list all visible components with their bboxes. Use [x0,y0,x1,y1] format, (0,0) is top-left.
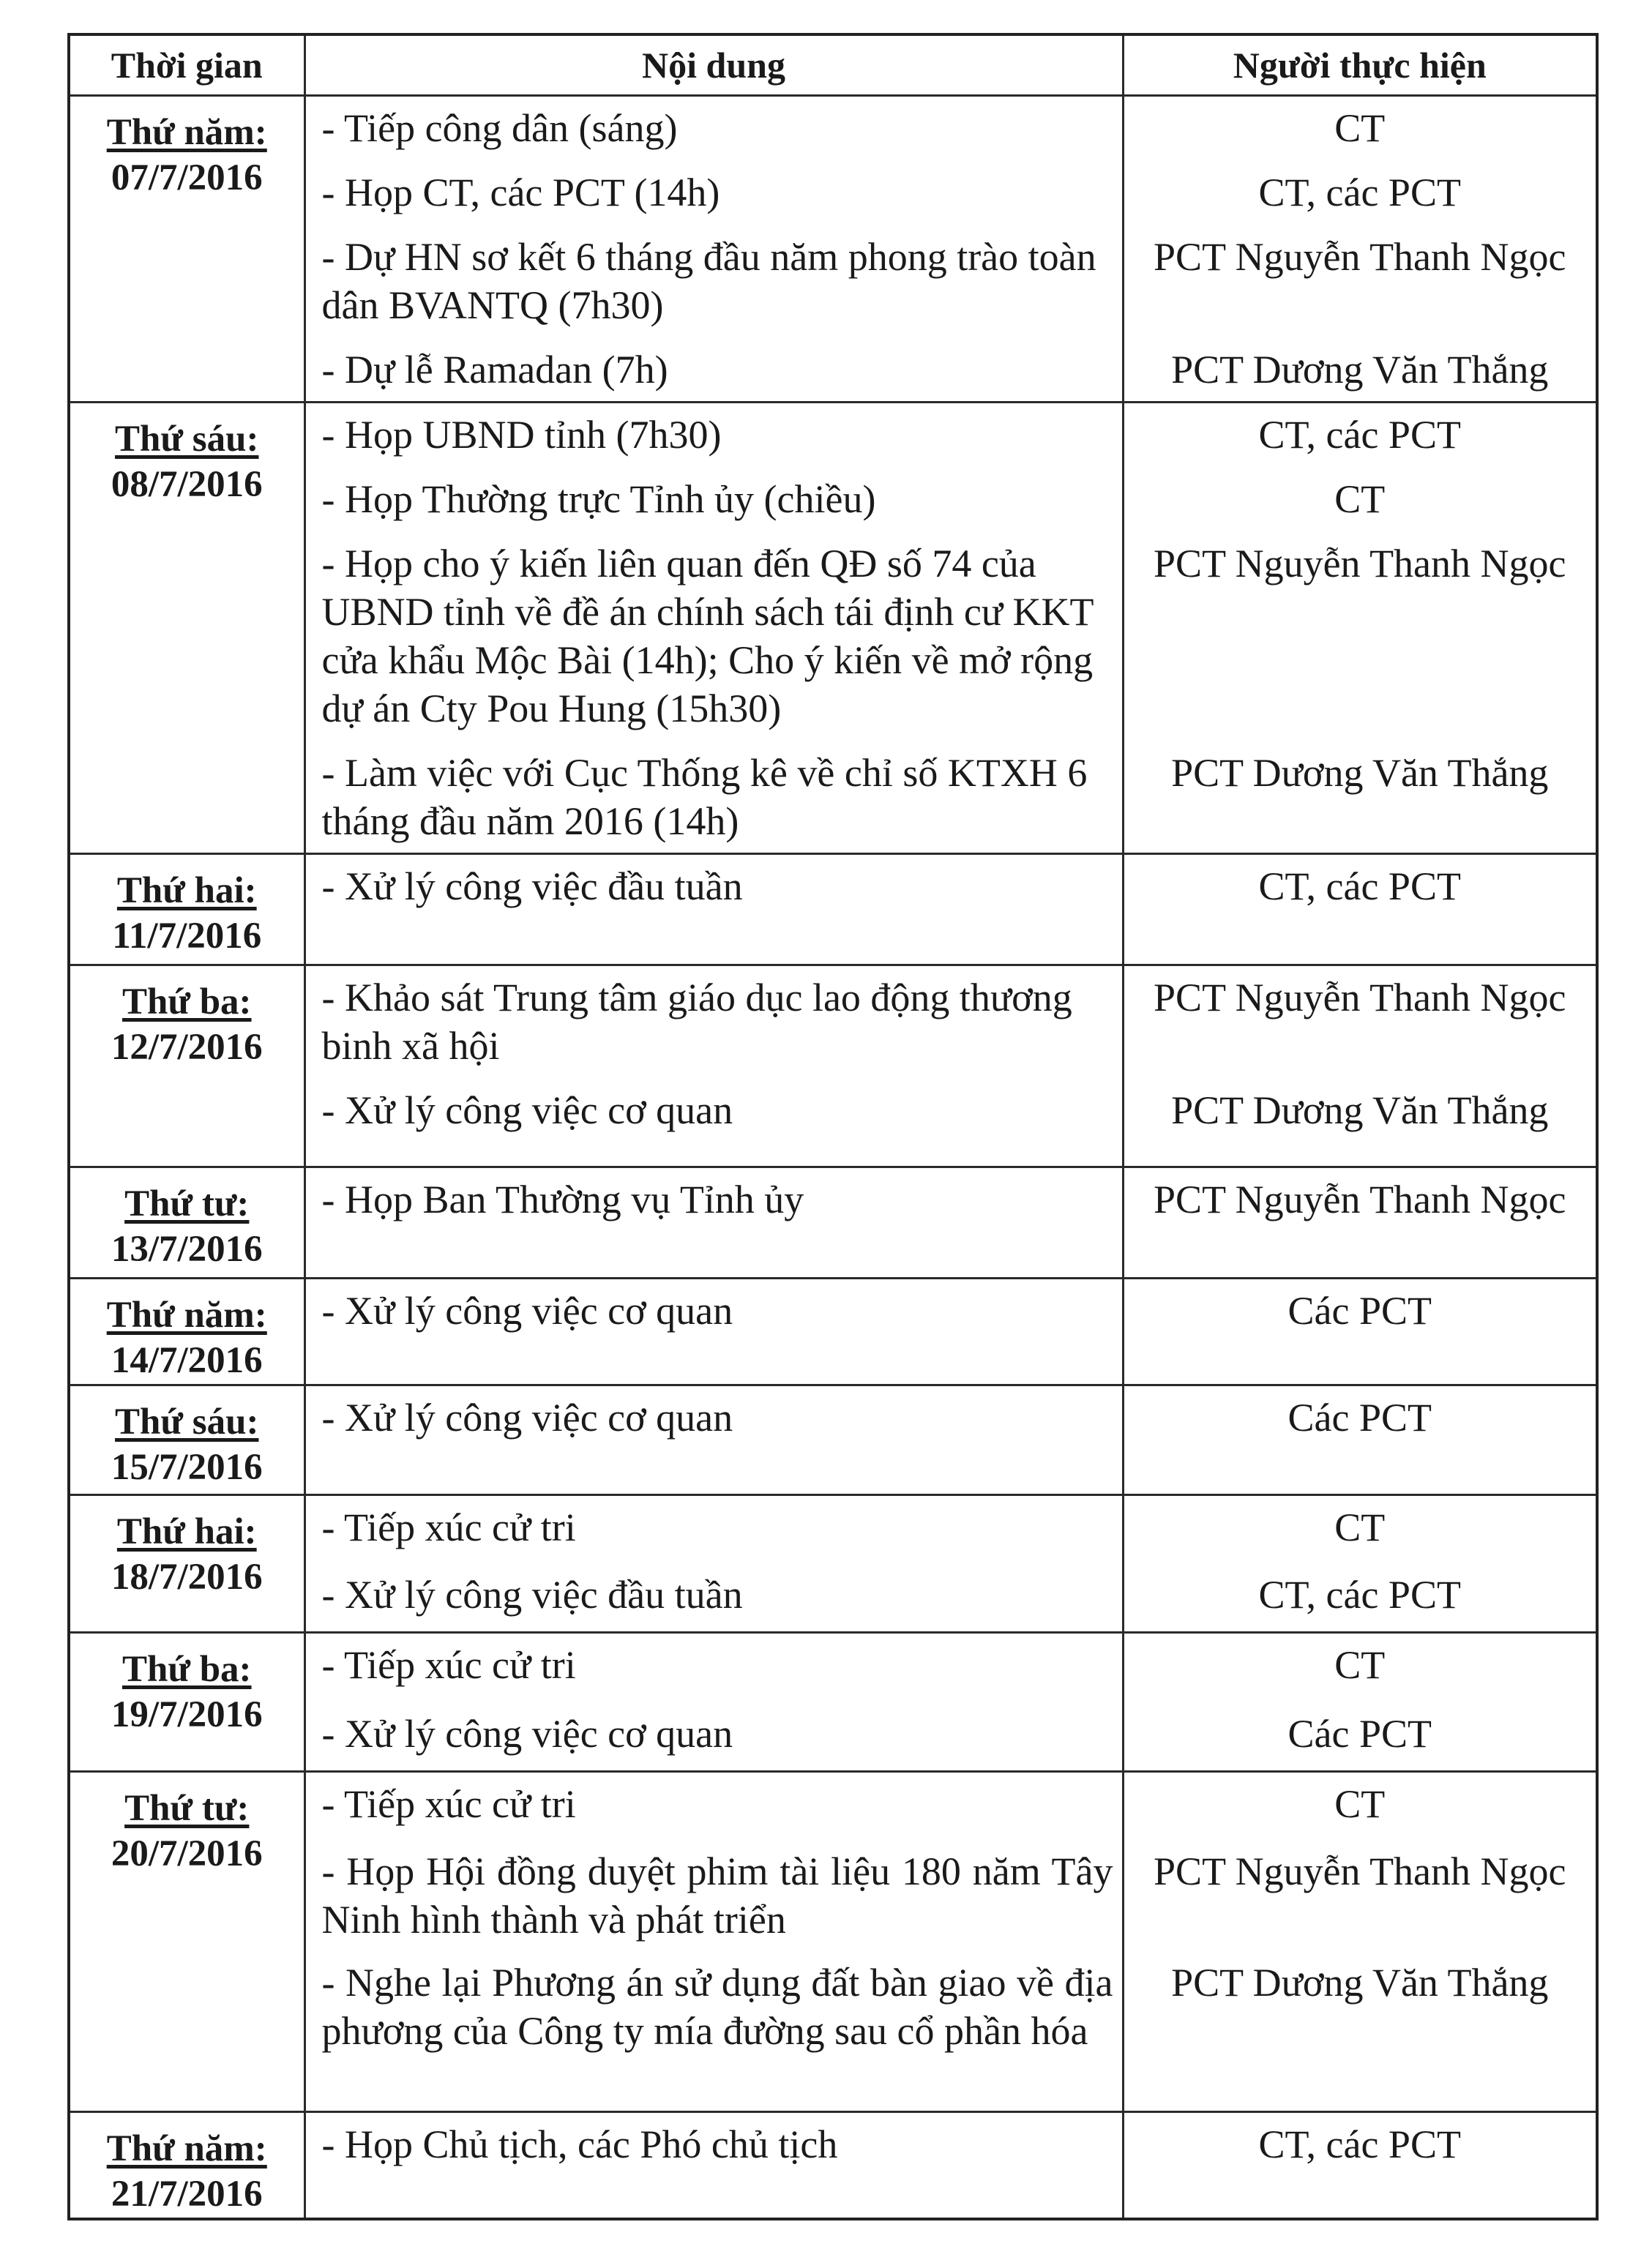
task-item: - Xử lý công việc cơ quan [321,1712,733,1756]
assignee: PCT Dương Văn Thắng [1171,1088,1549,1132]
person-cell [1123,403,1597,854]
content-cell [304,1772,1123,2112]
table-row [69,96,1597,403]
person-cell [1123,1495,1597,1633]
assignee: CT [1334,1643,1386,1687]
day-name: Thứ năm: [106,1295,267,1336]
day-name: Thứ năm: [106,2128,267,2169]
day-date: 14/7/2016 [111,1340,263,1381]
person-cell [1123,1772,1597,2112]
task-item: - Làm việc với Cục Thống kê về chỉ số KTXH 6 tháng đầu năm 2016 (14h) [321,751,1088,843]
assignee: Các PCT [1287,1396,1432,1440]
person-cell [1123,96,1597,403]
content-cell [304,1495,1123,1633]
day-date: 12/7/2016 [111,1027,263,1068]
task-item: - Tiếp công dân (sáng) [321,106,678,150]
table-row [69,1167,1597,1279]
table-row [69,1279,1597,1385]
table-row [69,854,1597,965]
content-cell [304,1167,1123,1279]
person-cell [1123,854,1597,965]
day-name: Thứ sáu: [115,419,259,460]
content-cell [304,403,1123,854]
person-cell [1123,1279,1597,1385]
day-cell [69,2112,304,2219]
content-cell [304,2112,1123,2219]
assignee: PCT Nguyễn Thanh Ngọc [1154,542,1566,585]
day-date: 11/7/2016 [112,916,262,957]
assignee: PCT Nguyễn Thanh Ngọc [1154,976,1566,1019]
assignee: CT [1334,477,1386,521]
assignee: PCT Nguyễn Thanh Ngọc [1154,1178,1566,1221]
day-cell [69,965,304,1167]
header-person: Người thực hiện [1123,34,1597,96]
day-date: 08/7/2016 [111,464,263,505]
table-row [69,403,1597,854]
table-row [69,1633,1597,1772]
assignee: CT [1334,1505,1386,1549]
day-cell [69,1385,304,1495]
day-date: 13/7/2016 [111,1229,263,1270]
task-item: - Họp Chủ tịch, các Phó chủ tịch [321,2122,838,2166]
day-name: Thứ hai: [116,870,257,911]
day-name: Thứ ba: [122,981,252,1022]
schedule-table [67,33,1599,2220]
table-row [69,2112,1597,2219]
day-date: 20/7/2016 [111,1833,263,1874]
table-row [69,1495,1597,1633]
task-item: - Họp CT, các PCT (14h) [321,171,720,214]
task-item: - Họp Hội đồng duyệt phim tài liệu 180 năm Tây Ninh hình thành và phát triển [321,1849,1113,1942]
content-cell [304,96,1123,403]
day-date: 07/7/2016 [111,157,263,198]
task-item: - Dự lễ Ramadan (7h) [321,348,668,392]
assignee: PCT Dương Văn Thắng [1171,348,1549,392]
day-name: Thứ tư: [124,1183,250,1224]
person-cell [1123,1167,1597,1279]
task-item: - Họp cho ý kiến liên quan đến QĐ số 74 của UBND tỉnh về đề án chính sách tái định cư KKT cửa khẩu Mộc Bài (14h); Cho ý kiến về mở rộng dự án Cty Pou Hung (15h30) [321,542,1094,730]
assignee: Các PCT [1287,1712,1432,1756]
day-cell [69,1772,304,2112]
day-cell [69,1633,304,1772]
task-item: - Xử lý công việc cơ quan [321,1289,733,1333]
task-item: - Nghe lại Phương án sử dụng đất bàn giao về địa phương của Công ty mía đường sau cổ phần hóa [321,1961,1113,2053]
table-row [69,965,1597,1167]
table-row [69,1772,1597,2112]
day-date: 21/7/2016 [111,2174,263,2215]
header-time: Thời gian [69,34,304,96]
day-name: Thứ sáu: [115,1402,259,1443]
task-item: - Tiếp xúc cử tri [321,1643,576,1687]
assignee: CT, các PCT [1258,1573,1461,1617]
assignee: Các PCT [1287,1289,1432,1333]
day-cell [69,1279,304,1385]
task-item: - Xử lý công việc cơ quan [321,1396,733,1440]
header-row [69,34,1597,96]
assignee: CT, các PCT [1258,864,1461,908]
content-cell [304,965,1123,1167]
task-item: - Xử lý công việc đầu tuần [321,1573,743,1617]
task-item: - Tiếp xúc cử tri [321,1782,576,1826]
assignee: CT, các PCT [1258,171,1461,214]
task-item: - Khảo sát Trung tâm giáo dục lao động thương binh xã hội [321,976,1072,1068]
task-item: - Dự HN sơ kết 6 tháng đầu năm phong trào toàn dân BVANTQ (7h30) [321,235,1096,327]
assignee: PCT Dương Văn Thắng [1171,1961,1549,2005]
day-date: 15/7/2016 [111,1447,263,1488]
content-cell [304,1279,1123,1385]
content-cell [304,1385,1123,1495]
assignee: PCT Dương Văn Thắng [1171,751,1549,795]
assignee: CT, các PCT [1258,413,1461,457]
assignee: CT, các PCT [1258,2122,1461,2166]
day-cell [69,403,304,854]
person-cell [1123,1633,1597,1772]
day-cell [69,96,304,403]
task-item: - Họp Thường trực Tỉnh ủy (chiều) [321,477,876,521]
task-item: - Xử lý công việc cơ quan [321,1088,733,1132]
task-item: - Xử lý công việc đầu tuần [321,864,743,908]
person-cell [1123,2112,1597,2219]
day-cell [69,854,304,965]
day-date: 18/7/2016 [111,1557,263,1598]
person-cell [1123,965,1597,1167]
header-content: Nội dung [304,34,1123,96]
day-name: Thứ năm: [106,112,267,153]
content-cell [304,854,1123,965]
day-name: Thứ hai: [116,1511,257,1552]
day-cell [69,1167,304,1279]
table-row [69,1385,1597,1495]
person-cell [1123,1385,1597,1495]
day-name: Thứ ba: [122,1649,252,1690]
assignee: PCT Nguyễn Thanh Ngọc [1154,1849,1566,1893]
day-date: 19/7/2016 [111,1694,263,1735]
content-cell [304,1633,1123,1772]
day-name: Thứ tư: [124,1788,250,1829]
task-item: - Họp Ban Thường vụ Tỉnh ủy [321,1178,804,1221]
assignee: CT [1334,1782,1386,1826]
day-cell [69,1495,304,1633]
assignee: PCT Nguyễn Thanh Ngọc [1154,235,1566,279]
assignee: CT [1334,106,1386,150]
task-item: - Tiếp xúc cử tri [321,1505,576,1549]
task-item: - Họp UBND tỉnh (7h30) [321,413,722,457]
